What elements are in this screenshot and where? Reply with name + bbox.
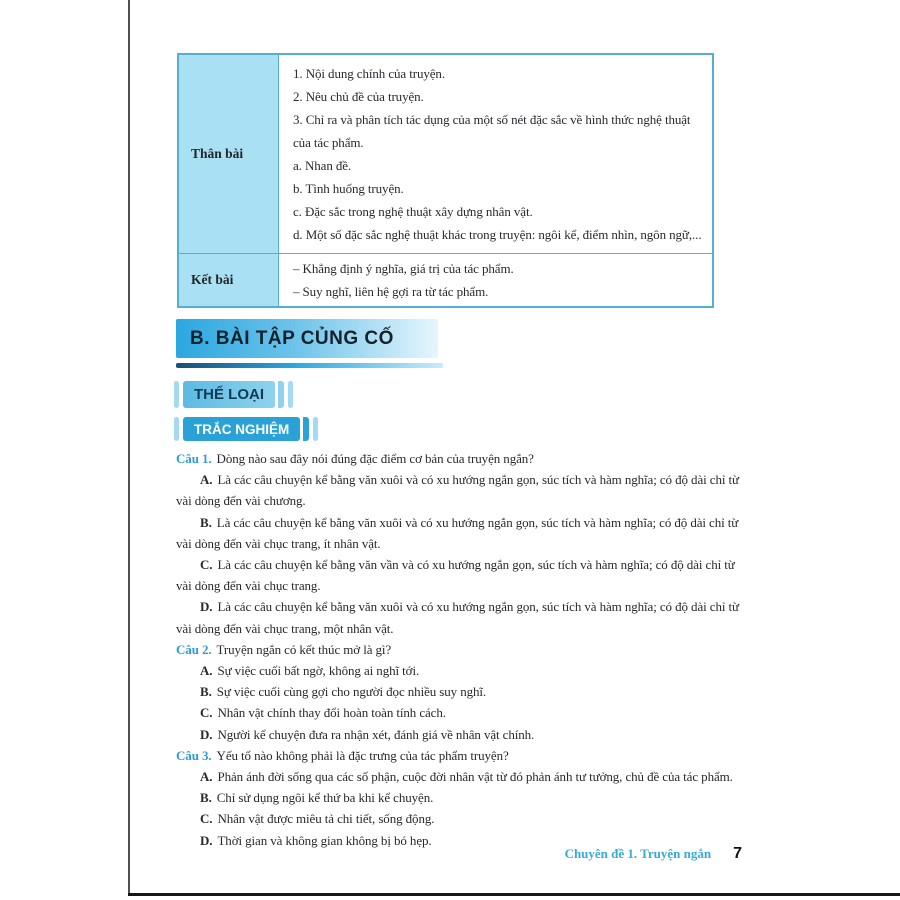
row-header-cell — [179, 254, 279, 306]
question-2-option-c — [176, 702, 742, 723]
question-2-option-b — [176, 681, 742, 702]
row-header-cell — [179, 55, 279, 253]
question-1 — [176, 448, 742, 469]
option-text: Nhân vật chính thay đổi hoàn toàn tính cách. — [217, 705, 446, 721]
option-text: Là các câu chuyện kể bằng văn xuôi và có xu hướng ngắn gọn, súc tích và hàm nghĩa; có độ dài chỉ từ vài dòng đến vài chương. — [176, 472, 739, 509]
row-header-label: Thân bài — [191, 146, 244, 161]
list-item: – Suy nghĩ, liên hệ gợi ra từ tác phẩm. — [293, 284, 489, 299]
list-item: 3. Chỉ ra và phân tích tác dụng của một số nét đặc sắc về hình thức nghệ thuật của tác phẩm. — [293, 112, 691, 150]
option-text: Nhân vật được miêu tả chi tiết, sống động. — [217, 811, 435, 827]
outline-table — [177, 53, 714, 308]
option-label: D. — [200, 599, 213, 615]
option-text: Phản ánh đời sống qua các số phận, cuộc đời nhân vật từ đó phản ánh tư tưởng, chủ đề của tác phẩm. — [217, 769, 733, 785]
question-label: Câu 2. — [176, 641, 212, 657]
row-header-label: Kết bài — [191, 272, 234, 287]
question-3-option-a — [176, 766, 742, 787]
option-label: B. — [200, 684, 212, 700]
badge-body — [183, 381, 275, 408]
list-item: 1. Nội dung chính của truyện. — [293, 66, 445, 81]
option-text: Người kể chuyện đưa ra nhận xét, đánh giá về nhân vật chính. — [217, 726, 535, 742]
page-footer — [176, 845, 742, 863]
option-label: A. — [200, 472, 213, 488]
question-text: Dòng nào sau đây nói đúng đặc điểm cơ bản của truyện ngắn? — [216, 451, 534, 466]
question-1-option-b — [176, 512, 742, 554]
option-label: C. — [200, 811, 213, 827]
section-heading-label: B. BÀI TẬP CỦNG CỐ — [190, 327, 394, 349]
row-content-cell — [279, 254, 712, 306]
quiz-type-badge — [174, 417, 318, 441]
option-text: Là các câu chuyện kể bằng văn vần và có xu hướng ngắn gọn, súc tích và hàm nghĩa; có độ dài chỉ từ vài dòng đến vài chục trang. — [176, 557, 735, 594]
question-3-option-c — [176, 808, 742, 829]
table-row-than-bai — [179, 55, 712, 253]
genre-badge-label: THỂ LOẠI — [194, 386, 264, 403]
section-heading-banner — [176, 319, 438, 358]
list-item: a. Nhan đề. — [293, 158, 352, 173]
badge-bracket-right — [313, 417, 318, 441]
question-text: Truyện ngắn có kết thúc mở là gì? — [216, 641, 392, 657]
option-text: Là các câu chuyện kể bằng văn xuôi và có xu hướng ngắn gọn, súc tích và hàm nghĩa; có độ dài chỉ từ vài dòng đến vài chục trang, một nhân vật. — [176, 599, 739, 636]
option-label: D. — [200, 832, 213, 848]
option-label: A. — [200, 663, 213, 679]
genre-badge — [174, 381, 293, 408]
list-item: d. Một số đặc sắc nghệ thuật khác trong truyện: ngôi kể, điểm nhìn, ngôn ngữ,... — [293, 227, 702, 242]
list-item: – Khẳng định ý nghĩa, giá trị của tác phẩm. — [293, 261, 514, 276]
footer-section-label: Chuyên đề 1. Truyện ngắn — [564, 846, 712, 861]
badge-body — [183, 417, 300, 441]
scan-edge-bottom — [128, 893, 900, 896]
question-2 — [176, 639, 742, 660]
option-text: Sự việc cuối cùng gợi cho người đọc nhiều suy nghĩ. — [216, 684, 487, 700]
quiz-questions — [176, 448, 742, 851]
question-3 — [176, 745, 742, 766]
quiz-type-badge-label: TRẮC NGHIỆM — [194, 421, 290, 437]
option-label: C. — [200, 705, 213, 721]
option-text: Là các câu chuyện kể bằng văn xuôi và có xu hướng ngắn gọn, súc tích và hàm nghĩa; có độ dài chỉ từ vài dòng đến vài chục trang, ít nhân vật. — [176, 514, 739, 551]
list-item: 2. Nêu chủ đề của truyện. — [293, 89, 424, 104]
row-content-cell — [279, 55, 712, 253]
question-label: Câu 3. — [176, 747, 212, 763]
question-1-option-c — [176, 554, 742, 596]
option-text: Thời gian và không gian không bị bó hẹp. — [217, 832, 432, 848]
badge-bracket-right — [288, 381, 293, 408]
question-text: Yếu tố nào không phải là đặc trưng của tác phẩm truyện? — [216, 747, 509, 763]
option-text: Chỉ sử dụng ngôi kể thứ ba khi kể chuyện. — [216, 790, 434, 806]
list-item: b. Tình huống truyện. — [293, 181, 404, 196]
question-1-option-a — [176, 469, 742, 511]
page-number: 7 — [733, 845, 742, 862]
table-row-ket-bai — [179, 253, 712, 306]
option-label: B. — [200, 790, 212, 806]
question-label: Câu 1. — [176, 451, 212, 466]
question-2-option-d — [176, 724, 742, 745]
heading-underline — [176, 363, 443, 368]
option-label: D. — [200, 726, 213, 742]
option-label: A. — [200, 769, 213, 785]
question-3-option-b — [176, 787, 742, 808]
option-label: C. — [200, 557, 213, 573]
option-text: Sự việc cuối bất ngờ, không ai nghĩ tới. — [217, 663, 420, 679]
question-1-option-d — [176, 596, 742, 638]
scan-edge-left — [128, 0, 130, 896]
list-item: c. Đặc sắc trong nghệ thuật xây dựng nhân vật. — [293, 204, 533, 219]
question-2-option-a — [176, 660, 742, 681]
option-label: B. — [200, 514, 212, 530]
